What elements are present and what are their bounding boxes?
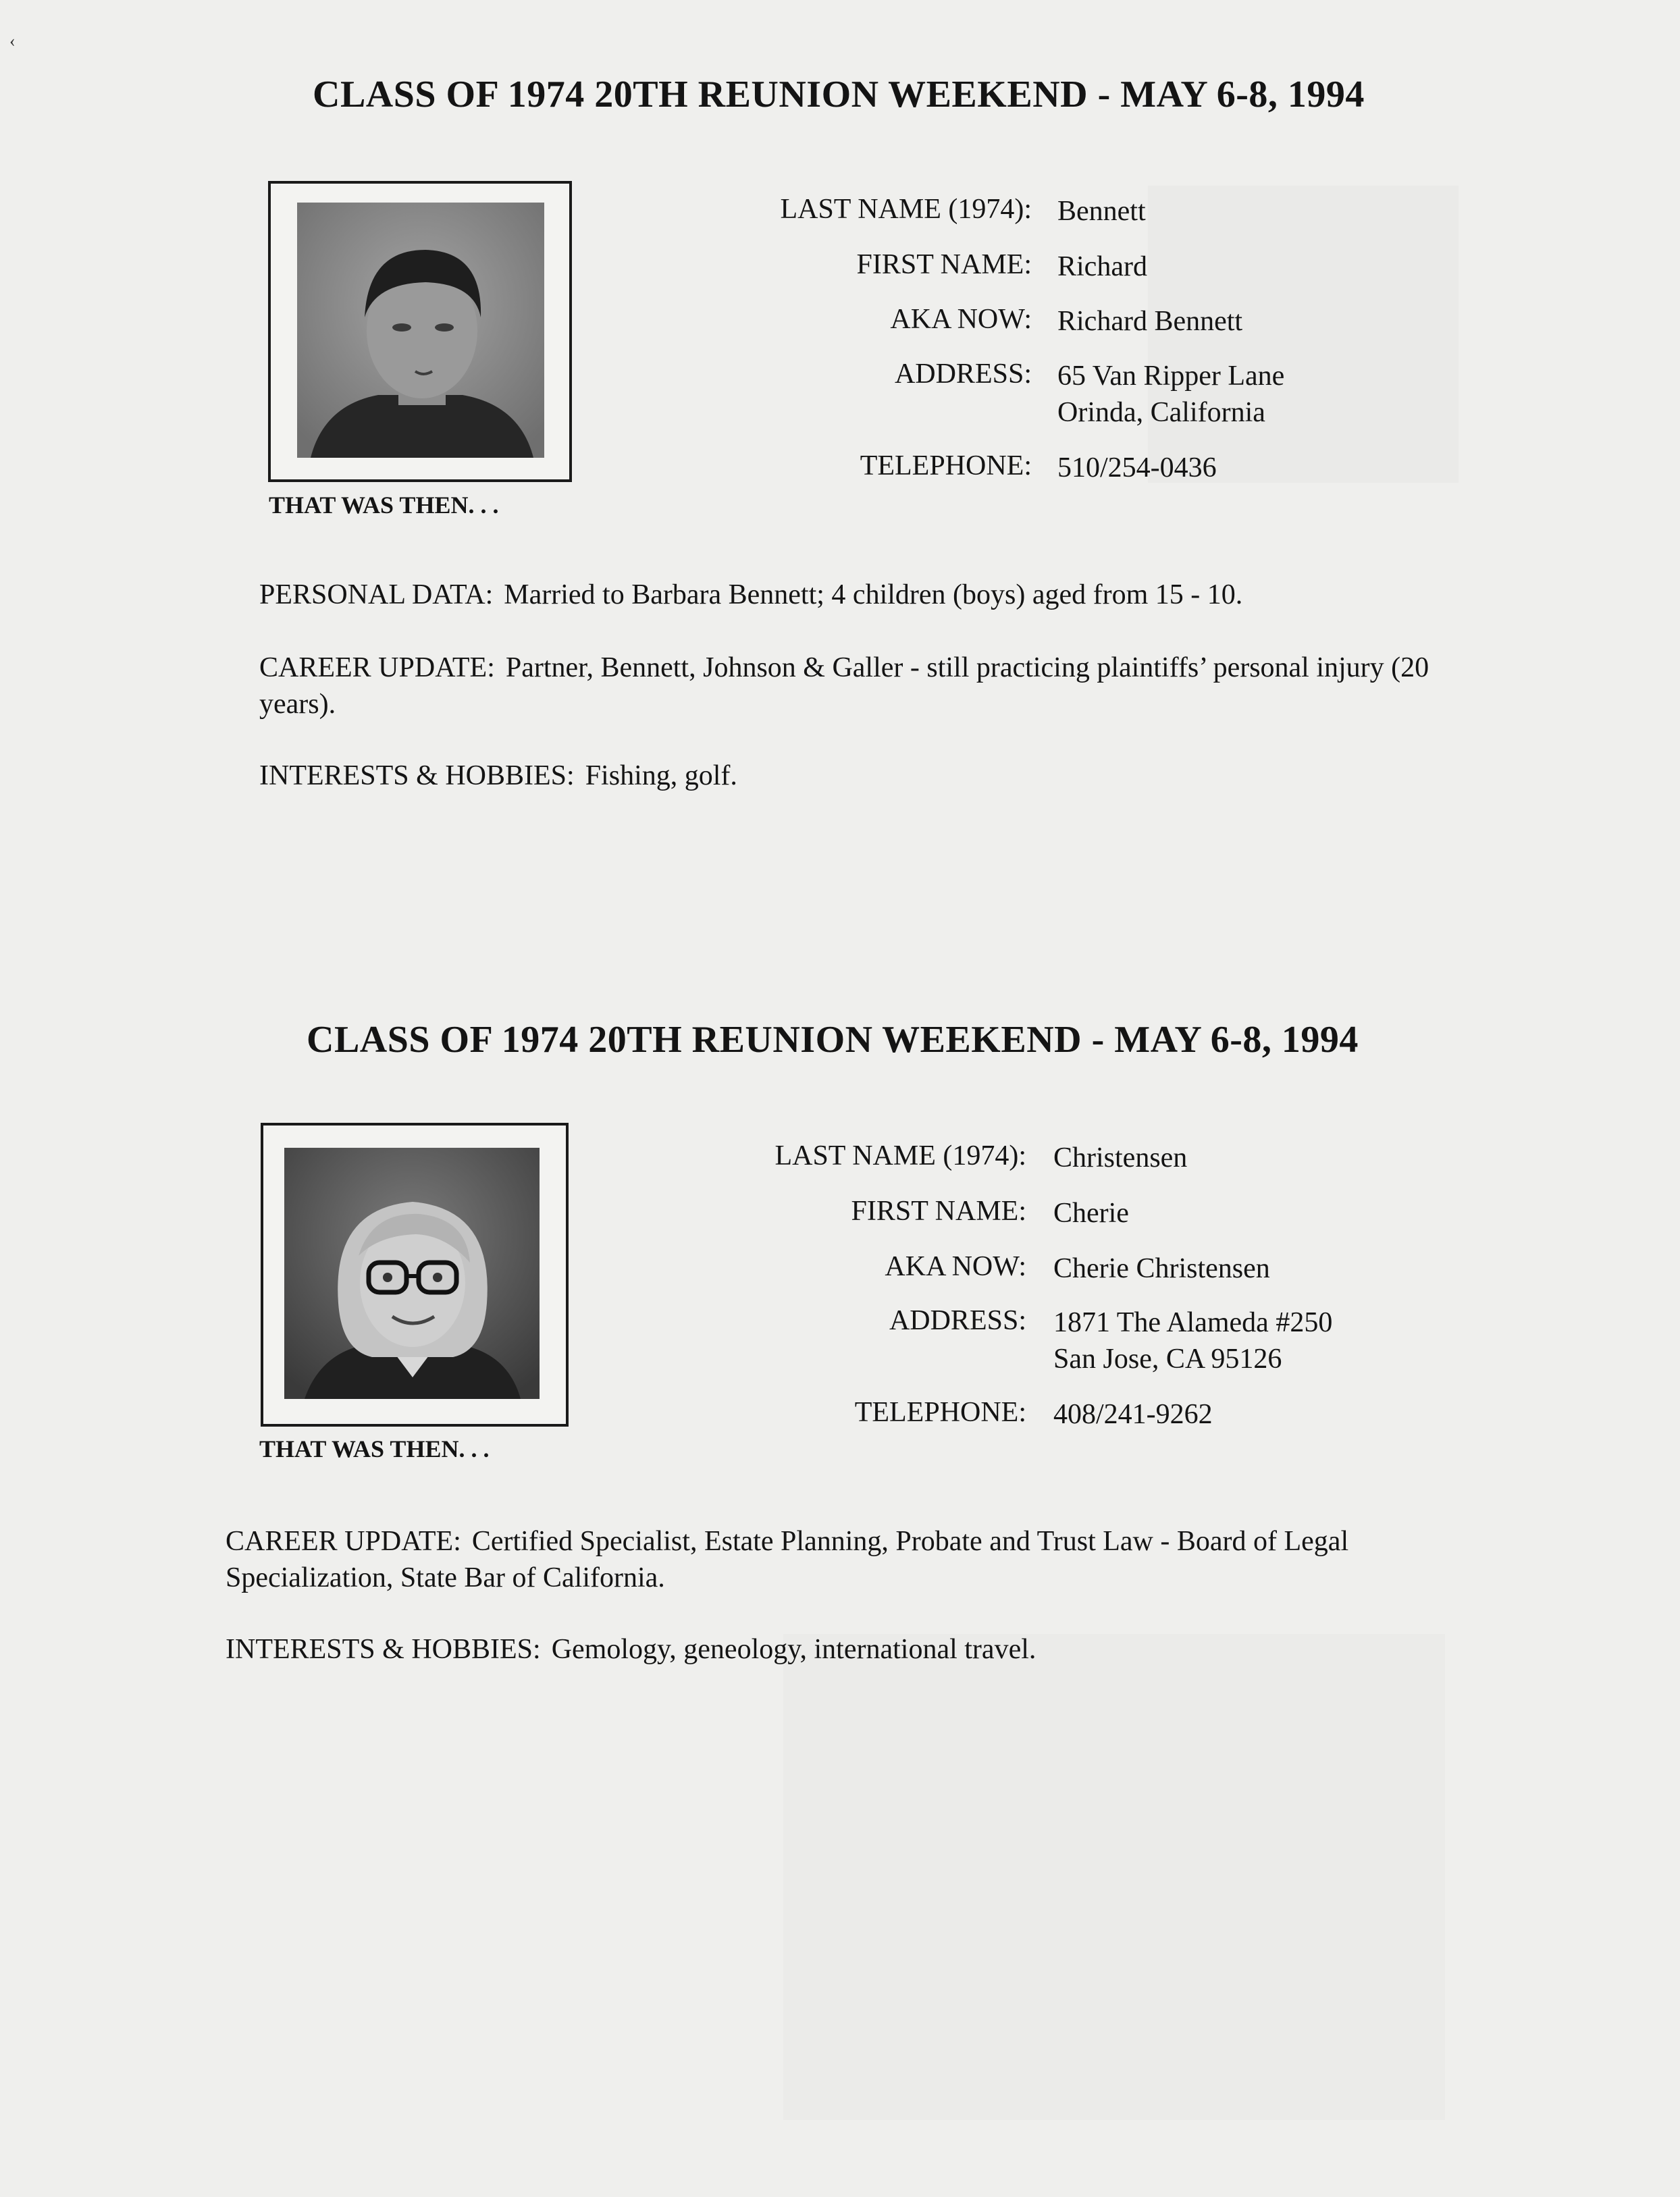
telephone-value: 510/254-0436 [1057,452,1217,483]
photo-caption: THAT WAS THEN. . . [259,1435,490,1462]
record-heading: CLASS OF 1974 20TH REUNION WEEKEND - MAY 6-8, 1994 [313,74,1365,115]
interests-text: Gemology, geneology, international travel. [551,1634,1036,1665]
career-update-label: CAREER UPDATE: [259,652,495,683]
first-name-value: Cherie [1053,1198,1129,1229]
edge-mark-icon: ‹ [9,31,16,51]
address-label: ADDRESS: [894,359,1032,390]
portrait-photo-woman-icon [284,1148,540,1399]
aka-label: AKA NOW: [890,304,1032,335]
last-name-value: Christensen [1053,1142,1188,1173]
career-update-text: Certified Specialist, Estate Planning, Probate and Trust Law - Board of Legal Specialization, State Bar of California. [226,1526,1349,1593]
photo-caption: THAT WAS THEN. . . [269,492,499,519]
last-name-value: Bennett [1057,196,1146,227]
telephone-label: TELEPHONE: [854,1397,1026,1428]
telephone-value: 408/241-9262 [1053,1399,1213,1430]
interests-hobbies [259,758,1488,794]
career-update [259,650,1488,722]
address-line2: Orinda, California [1057,397,1265,428]
interests-hobbies [226,1631,1481,1668]
personal-data-label: PERSONAL DATA: [259,579,494,610]
interests-text: Fishing, golf. [585,760,737,791]
address-line1: 1871 The Alameda #250 [1053,1307,1333,1338]
bleed-through-photo [783,1634,1445,2120]
aka-value: Richard Bennett [1057,306,1243,337]
address-line1: 65 Van Ripper Lane [1057,361,1285,392]
aka-label: AKA NOW: [885,1251,1026,1282]
career-update [226,1523,1481,1596]
first-name-label: FIRST NAME: [851,1196,1026,1227]
career-update-text: Partner, Bennett, Johnson & Galler - still practicing plaintiffs’ personal injury (20 years). [259,652,1429,720]
last-name-label: LAST NAME (1974): [780,194,1032,225]
portrait-photo-man-icon [297,203,544,458]
address-label: ADDRESS: [889,1305,1026,1336]
last-name-label: LAST NAME (1974): [775,1140,1026,1171]
telephone-label: TELEPHONE: [860,450,1032,481]
career-update-label: CAREER UPDATE: [226,1526,461,1557]
first-name-value: Richard [1057,251,1147,282]
interests-label: INTERESTS & HOBBIES: [259,760,575,791]
aka-value: Cherie Christensen [1053,1253,1270,1284]
address-line2: San Jose, CA 95126 [1053,1344,1282,1375]
personal-data [259,577,1488,613]
first-name-label: FIRST NAME: [856,249,1032,280]
personal-data-text: Married to Barbara Bennett; 4 children (boys) aged from 15 - 10. [504,579,1243,610]
record-heading: CLASS OF 1974 20TH REUNION WEEKEND - MAY 6-8, 1994 [307,1019,1359,1061]
interests-label: INTERESTS & HOBBIES: [226,1634,541,1665]
